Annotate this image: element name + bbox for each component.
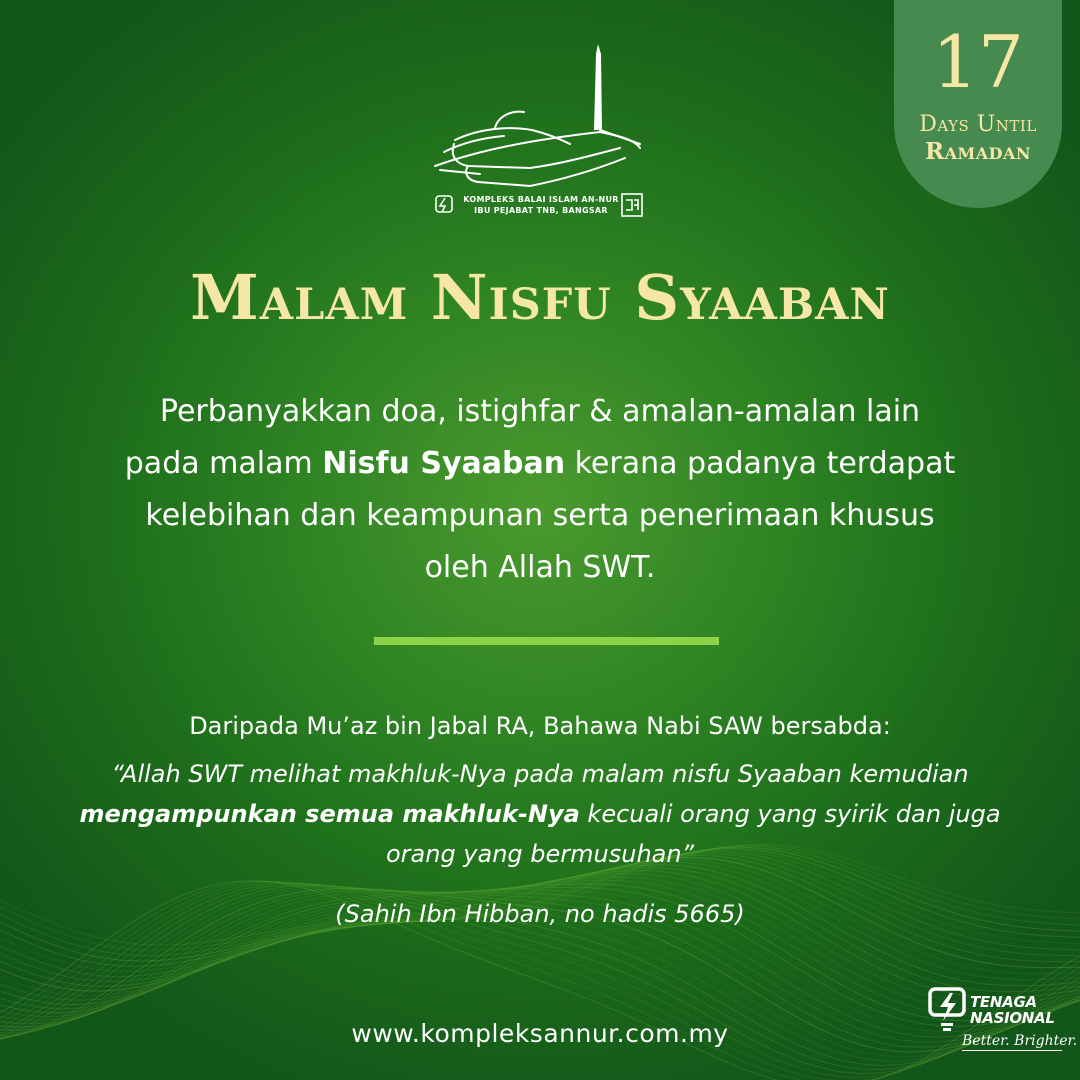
main-message-part1: Perbanyakkan doa, istighfar & amalan-amalan lain pada malam: [124, 394, 921, 481]
hadith-quote-part2: kecuali orang yang syirik dan juga orang yang bermusuhan”: [385, 800, 1001, 868]
wave-line: [0, 871, 1080, 1013]
page-title: Malam Nisfu Syaaban: [190, 261, 890, 334]
logo-subtitle: IBU PEJABAT TNB, BANGSAR: [474, 206, 608, 215]
hadith-intro: Daripada Mu’az bin Jabal RA, Bahawa Nabi SAW bersabda:: [189, 712, 891, 740]
hadith-quote-bold: mengampunkan semua makhluk-Nya: [79, 800, 580, 828]
mosque-dome-minaret-icon: [435, 44, 640, 186]
website-url[interactable]: www.kompleksannur.com.my: [351, 1019, 729, 1048]
logo-title: KOMPLEKS BALAI ISLAM AN-NUR: [463, 195, 619, 204]
countdown-label-days-until: Days Until: [919, 112, 1037, 137]
brand-tagline: Better. Brighter.: [962, 1033, 1078, 1049]
tnb-lightning-icon: [436, 196, 452, 212]
hadith-quote: [70, 754, 1010, 874]
tnb-lightning-bulb-icon: [926, 985, 974, 1033]
hadith-source: (Sahih Ibn Hibban, no hadis 5665): [335, 900, 745, 928]
main-message: [120, 386, 960, 594]
main-message-part2: kerana padanya terdapat kelebihan dan keampunan serta penerimaan khusus oleh Allah SWT.: [145, 446, 956, 585]
brand-name-line1: TENAGA: [970, 993, 1037, 1011]
square-monogram-icon: [622, 194, 642, 216]
countdown-label-ramadan: Ramadan: [924, 138, 1032, 165]
hadith-quote-part1: “Allah SWT melihat makhluk-Nya pada malam nisfu Syaaban kemudian: [111, 760, 969, 788]
countdown-number: 17: [932, 20, 1024, 104]
divider: [374, 637, 719, 645]
brand-name-line2: NASIONAL: [970, 1009, 1055, 1027]
brand-tagline-underline: [962, 1050, 1062, 1051]
main-message-bold: Nisfu Syaaban: [322, 446, 566, 481]
